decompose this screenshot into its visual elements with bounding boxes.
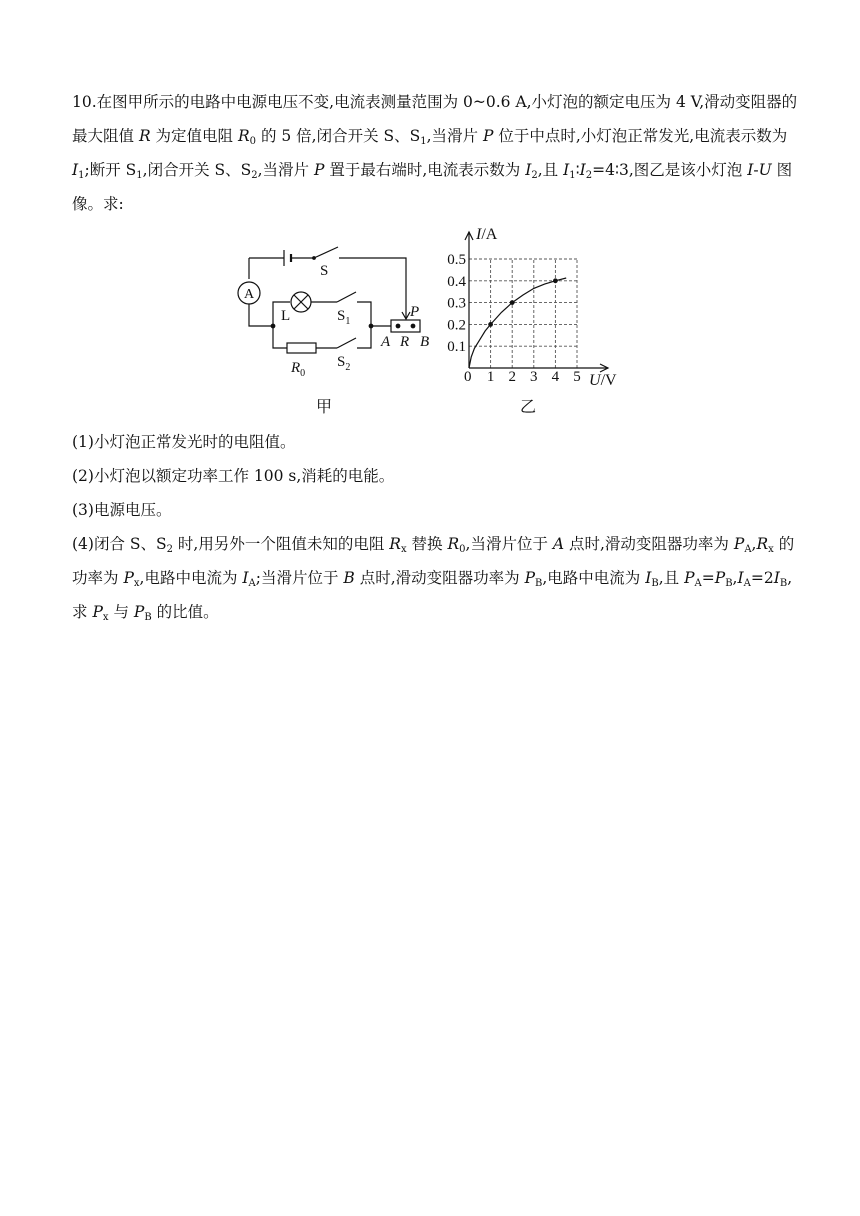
math-subscript: 0 [249,136,257,147]
math-var: P [733,535,745,553]
y-tick-label: 0.3 [447,295,466,312]
slider-label: P [410,304,420,320]
figure-caption-yi: 乙 [520,397,537,416]
math-var: I [525,161,532,179]
y-tick-label: 0.5 [447,252,466,268]
math-subscript: 1 [78,170,85,181]
switch-s-label: S [320,263,329,279]
x-axis-label [589,372,617,389]
math-var: P [524,569,536,587]
math-var: P [684,569,695,587]
math-subscript: B [144,612,152,623]
x-axis-unit: /V [600,372,617,389]
math-subscript: B [779,578,788,589]
math-var: I [645,569,652,587]
math-var: R [138,127,151,145]
math-var: I [563,161,570,179]
iu-curve [469,278,566,368]
rheostat-label: R [400,334,410,350]
y-tick-label: 0.4 [447,273,466,290]
math-var: P [482,127,494,145]
math-subscript: 1 [569,170,576,181]
x-tick-label: 2 [508,369,516,385]
math-var: I [737,569,744,587]
wire [357,326,371,348]
math-subscript: B [535,578,543,589]
circuit-diagram [238,247,420,353]
x-tick-label: 4 [551,369,560,385]
lamp-label: L [281,308,291,324]
math-subscript: 1 [420,136,427,147]
figure-area [0,222,860,426]
switch-s2-main: S [337,354,346,370]
x-axis-var: U [589,372,601,389]
y-axis-var: I [476,226,482,243]
resistor-r0-label [290,360,305,379]
r0-main: R [291,360,301,376]
problem-stem [72,85,802,221]
math-subscript: 2 [531,170,538,181]
marked-point [488,322,493,327]
math-var: R [447,535,460,553]
math-var: I [579,161,586,179]
switch-s1-label [337,308,350,327]
y-tick-label: 0.1 [447,339,466,356]
math-var: I [72,161,79,179]
math-var: A [552,535,565,553]
math-var: B [343,569,355,587]
chart-tick-labels [447,252,581,385]
y-tick-label: 0.2 [447,317,466,334]
math-var: U [758,161,772,179]
math-var: P [133,603,145,621]
math-subscript: 0 [459,544,466,555]
ammeter-label: A [243,287,255,302]
math-var: I [747,161,754,179]
question-3: (3)电源电压。 [72,501,172,519]
r0-sub: 0 [300,368,306,379]
wire [339,258,406,318]
x-tick-label: 5 [573,369,581,385]
x-tick-label: 1 [486,369,495,385]
question-4: (4)闭合 S、$S_2$ 时,用另外一个阻值未知的电阻 $R_x$ 替换 $R_0$,当滑片位于 A 点时,滑动变阻器功率为 $P_A,R_x$ 的功率为 $P_x$,电路中电流为 $I_A$;当滑片位于 B 点时,滑动变阻器功率为 $P_B$,电路中电流为 $I_B$,且 $P_A=P_B,I_A=2I_B$,求 $P_x$ 与 $P_B$ 的比值。 [72,535,795,623]
switch-s-blade [314,247,338,258]
x-tick-label: 3 [530,369,538,385]
end-a-label: A [381,334,391,350]
switch-s2-blade [337,338,356,348]
math-subscript: A [743,578,751,589]
switch-s1-blade [337,292,356,302]
switch-s1-sub: 1 [345,316,351,327]
chart-grid [469,259,577,368]
math-subscript: x [400,544,407,555]
math-var: P [123,569,134,587]
y-axis-unit: /A [481,226,498,243]
math-subscript: 1 [136,170,143,181]
math-var: P [714,569,726,587]
math-subscript: 2 [166,544,173,555]
question-1: (1)小灯泡正常发光时的电阻值。 [72,433,296,451]
math-var: I [773,569,780,587]
math-subscript: 2 [585,170,593,181]
rheostat-icon [391,320,420,332]
marked-points [488,278,558,326]
math-subscript: A [694,578,702,589]
origin-label: 0 [464,369,472,385]
math-var: R [756,535,769,553]
math-var: P [92,603,103,621]
math-var: R [237,127,250,145]
math-subscript: B [651,578,659,589]
question-2: (2)小灯泡以额定功率工作 100 s,消耗的电能。 [72,467,395,485]
math-subscript: A [248,578,256,589]
y-axis-label [475,226,498,243]
math-subscript: A [744,544,752,555]
switch-s1-main: S [337,308,346,324]
wire [249,304,273,326]
end-b-label: B [420,334,430,350]
math-subscript: x [768,544,774,555]
rheostat-end-a-dot [396,324,400,328]
chart-axes [465,232,608,372]
math-var: I [242,569,249,587]
marked-point [510,300,515,305]
rheostat-end-b-dot [411,324,415,328]
problem-number: 10. [72,93,97,111]
math-subscript: B [725,578,733,589]
math-var: R [389,535,401,553]
resistor-r0-icon [287,343,316,353]
iu-chart [447,226,617,389]
switch-s2-label [337,354,350,373]
marked-point [553,278,558,283]
problem-stem-text: 在图甲所示的电路中电源电压不变,电流表测量范围为 0~0.6 A,小灯泡的额定电压为 4 V,滑动变阻器的最大阻值 R 为定值电阻 $R_0$ 的 5 倍,闭合开关 S、$S_1$,当滑片 P 位于中点时,小灯泡正常发光,电流表示数为 $I_1$;断开 $S_1$,闭合开关 S、$S_2$,当滑片 P 置于最右端时,电流表示数为 $I_2$,且 $I_1∶I_2=4∶3$,图乙是该小灯泡 I-U 图像。求: [72,93,798,213]
math-subscript: x [102,612,109,623]
wire [273,326,287,348]
math-subscript: 2 [251,170,258,181]
figure-caption-jia: 甲 [316,397,333,416]
wire [357,302,371,326]
figure-svg [0,222,860,422]
switch-s2-sub: 2 [345,362,351,373]
math-var: P [313,161,325,179]
math-subscript: x [133,578,140,589]
circuit-labels [244,263,429,379]
